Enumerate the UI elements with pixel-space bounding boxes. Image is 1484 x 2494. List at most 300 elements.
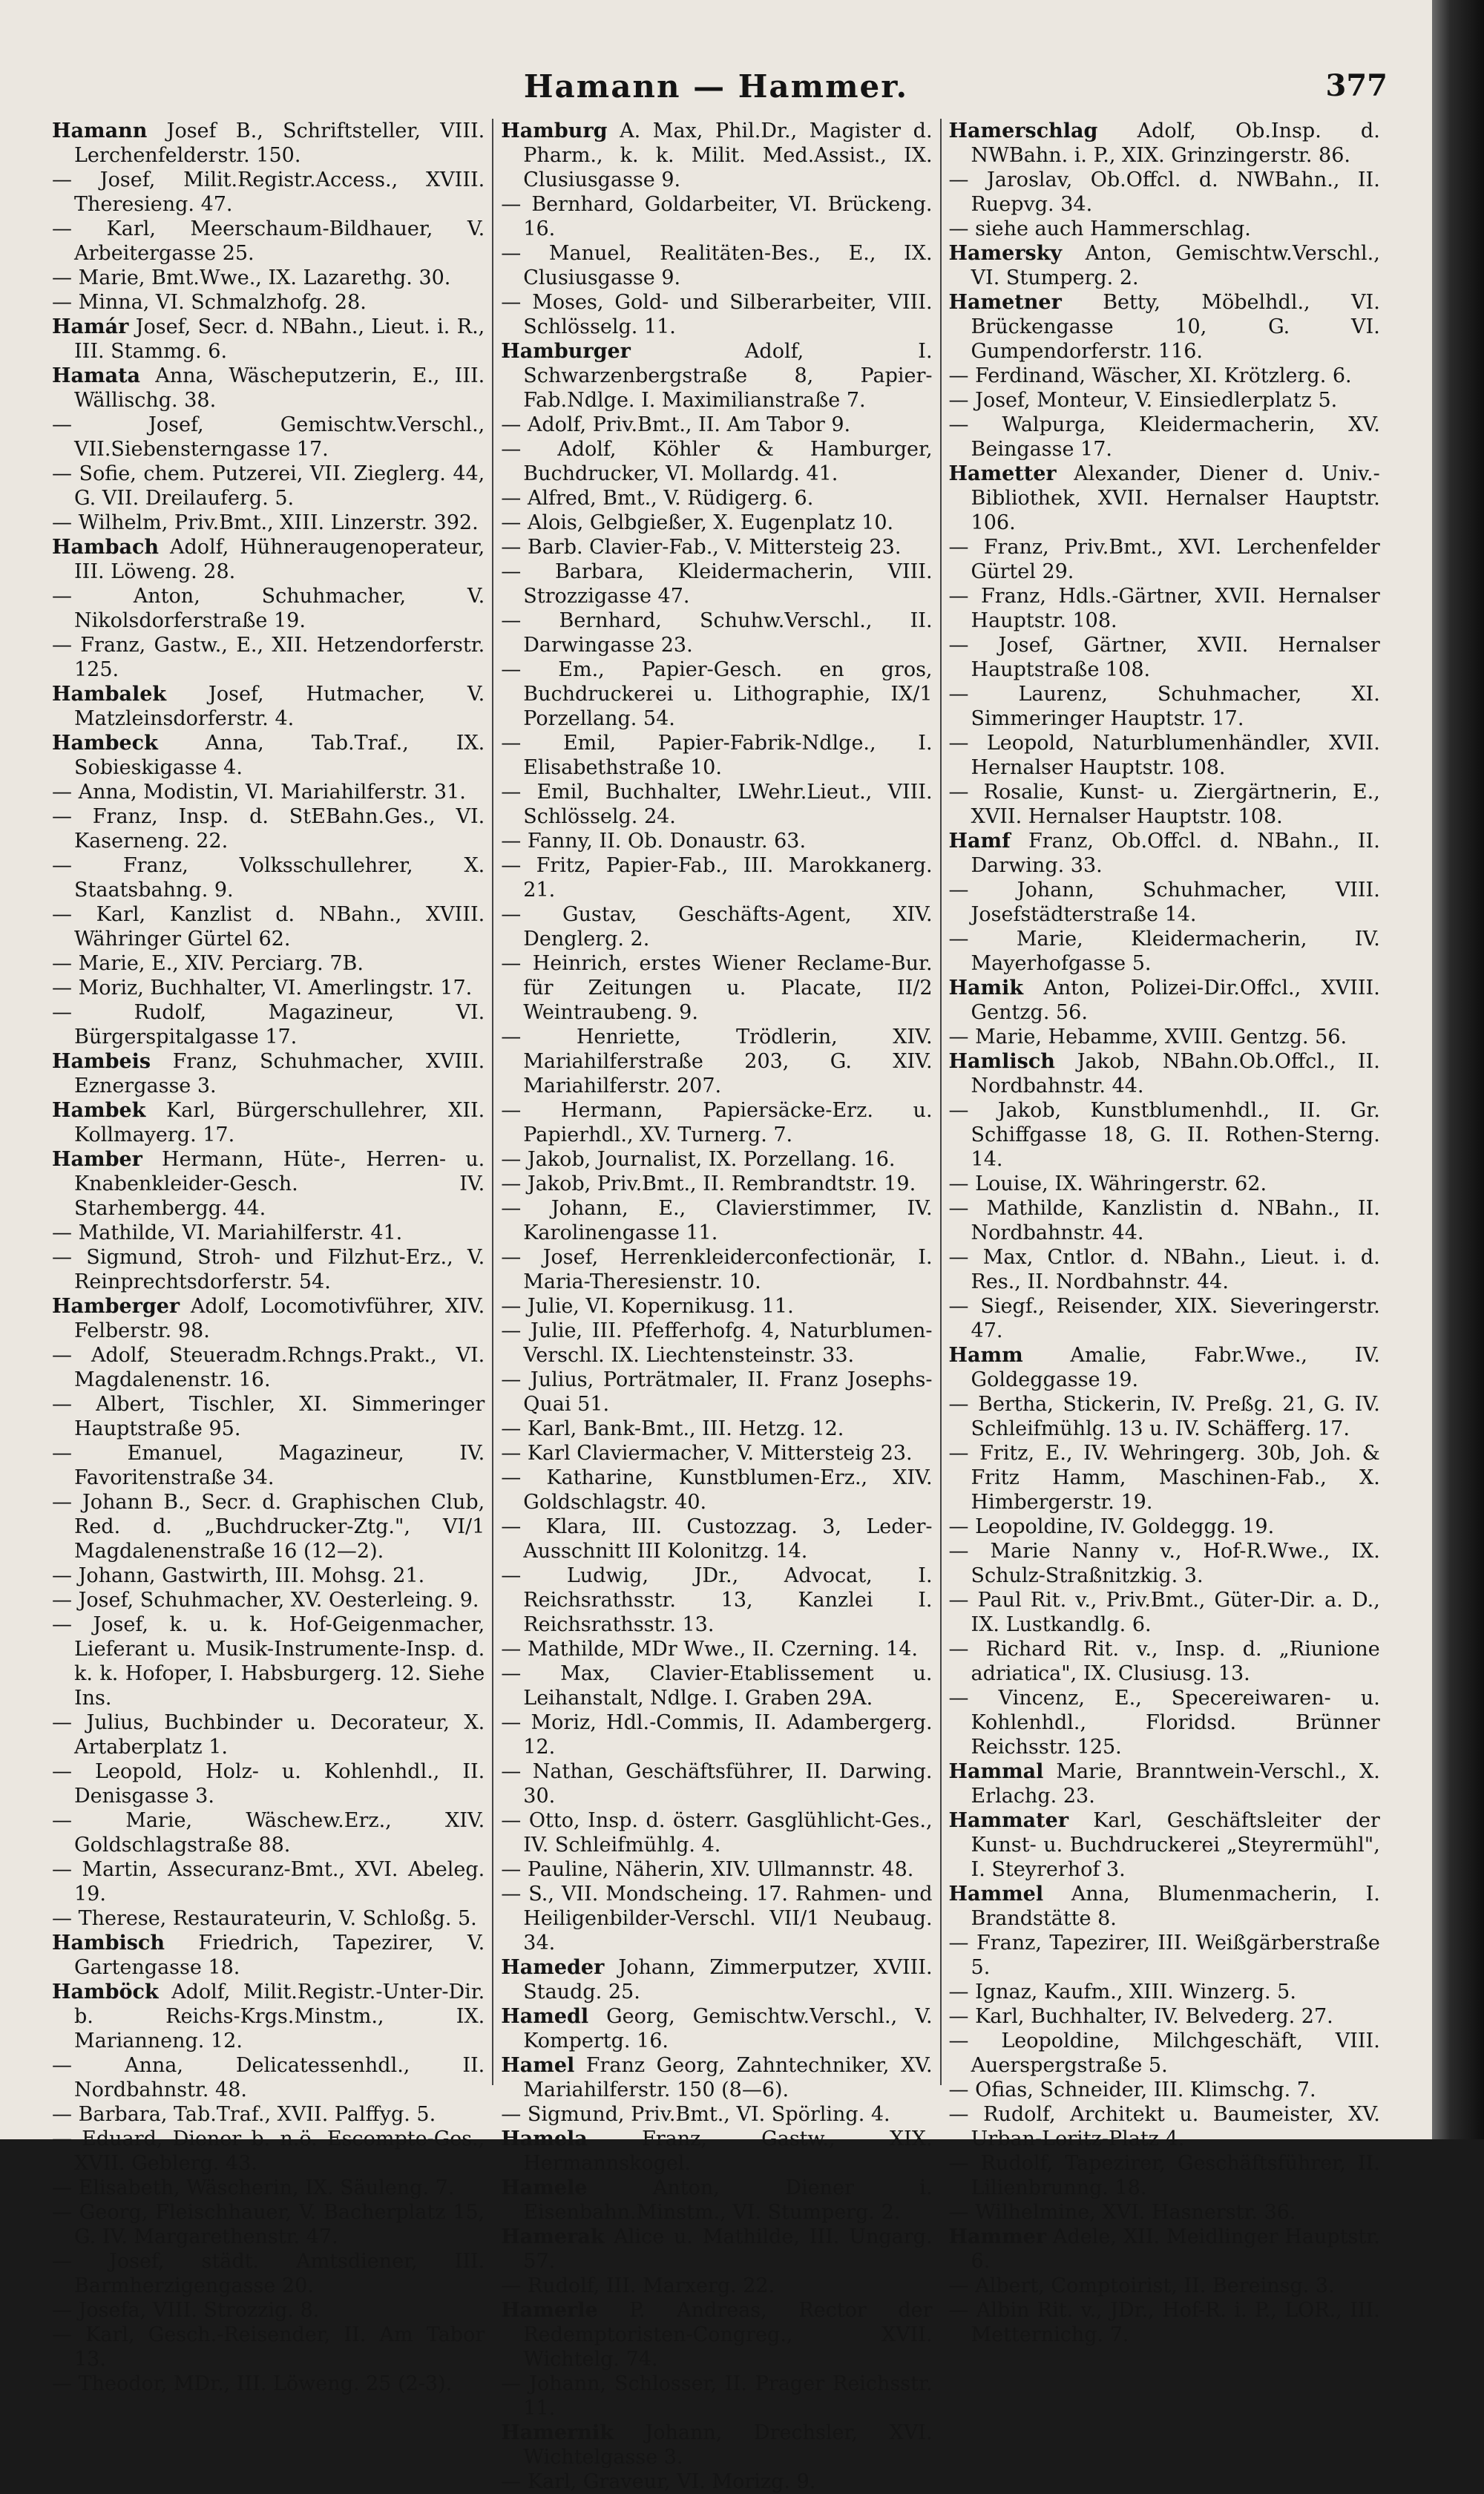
directory-entry xyxy=(52,2298,485,2323)
directory-entry xyxy=(52,1588,485,1612)
directory-entry xyxy=(949,2078,1380,2102)
directory-entry xyxy=(52,584,485,633)
directory-entry xyxy=(949,1098,1380,1172)
directory-entry xyxy=(52,1392,485,1441)
directory-entry xyxy=(949,1539,1380,1588)
directory-entry xyxy=(949,878,1380,927)
entry-headword: Hammater xyxy=(948,1809,1069,1832)
entry-text: — Paul Rit. v., Priv.Bmt., Güter-Dir. a. D., IX. Lustkandlg. 6. xyxy=(948,1589,1380,1636)
entry-text: — Anton, Schuhmacher, V. Nikolsdorferstraße 19. xyxy=(52,585,485,632)
entry-headword: Hamburger xyxy=(501,340,631,363)
entry-text: — Wilhelm, Priv.Bmt., XIII. Linzerstr. 392. xyxy=(52,511,479,534)
entry-text: — Alfred, Bmt., V. Rüdigerg. 6. xyxy=(501,487,814,510)
directory-entry xyxy=(501,1098,932,1147)
directory-entry xyxy=(52,1000,485,1049)
directory-entry xyxy=(52,780,485,804)
directory-entry xyxy=(501,1147,932,1172)
directory-entry xyxy=(949,290,1380,364)
directory-entry xyxy=(949,976,1380,1025)
directory-entry xyxy=(52,1563,485,1588)
entry-headword: Hamata xyxy=(52,364,141,387)
entry-text: — Leopold, Holz- u. Kohlenhdl., II. Denisgasse 3. xyxy=(52,1760,485,1808)
directory-entry xyxy=(949,1515,1380,1539)
entry-headword: Hamann xyxy=(52,119,148,142)
entry-text: — Johann, Schlosser, II. Prager Reichsstr. 11. xyxy=(501,2372,933,2420)
entry-text: — Louise, IX. Währingerstr. 62. xyxy=(948,1172,1267,1195)
directory-entry xyxy=(501,608,932,657)
entry-text: — Josef, Gemischtw.Verschl., VII.Siebensterngasse 17. xyxy=(52,413,485,461)
entry-text: — Emil, Papier-Fabrik-Ndlge., I. Elisabethstraße 10. xyxy=(501,732,933,779)
running-head: Hamann — Hammer. xyxy=(523,68,909,105)
directory-entry xyxy=(949,2274,1380,2298)
directory-entry xyxy=(949,1196,1380,1245)
directory-entry xyxy=(501,731,932,780)
directory-entry xyxy=(52,1612,485,1710)
directory-entry xyxy=(52,462,485,511)
entry-text: — Josef, Schuhmacher, XV. Oesterleing. 9. xyxy=(52,1589,479,1612)
entry-headword: Hamele xyxy=(501,2176,588,2199)
entry-text: — Bernhard, Schuhw.Verschl., II. Darwingasse 23. xyxy=(501,609,933,657)
entry-text: — Moriz, Buchhalter, VI. Amerlingstr. 17. xyxy=(52,977,473,1000)
entry-text: — Franz, Insp. d. StEBahn.Ges., VI. Kaserneng. 22. xyxy=(52,805,485,853)
entry-text: — Franz, Tapezirer, III. Weißgärberstraße 5. xyxy=(948,1932,1380,1979)
entry-text: — Barbara, Kleidermacherin, VIII. Strozzigasse 47. xyxy=(501,560,933,608)
directory-entry xyxy=(52,902,485,951)
entry-text: Franz, Schuhmacher, XVIII. Eznergasse 3. xyxy=(74,1050,485,1097)
directory-entry xyxy=(501,1515,932,1563)
entry-text: Georg, Gemischtw.Verschl., V. Kompertg. 16. xyxy=(523,2005,933,2052)
entry-text: — Adolf, Steueradm.Rchngs.Prakt., VI. Magdalenenstr. 16. xyxy=(52,1344,485,1391)
entry-headword: Hamár xyxy=(52,315,129,338)
entry-text: — Jakob, Kunstblumenhdl., II. Gr. Schiffgasse 18, G. II. Rothen-Sterng. 14. xyxy=(948,1099,1380,1171)
entry-text: — Sigmund, Stroh- und Filzhut-Erz., V. Reinprechtsdorferstr. 54. xyxy=(52,1246,485,1293)
directory-entry xyxy=(949,462,1380,535)
directory-entry xyxy=(501,1882,932,1955)
entry-headword: Hambach xyxy=(52,536,160,559)
directory-entry xyxy=(501,1759,932,1808)
directory-entry xyxy=(501,535,932,559)
directory-entry xyxy=(501,1857,932,1882)
entry-text: — Marie, Kleidermacherin, IV. Mayerhofgasse 5. xyxy=(948,928,1380,975)
entry-text: — Josef, Herrenkleiderconfectionär, I. Maria-Theresienstr. 10. xyxy=(501,1246,933,1293)
entry-text: — Karl, Gesch.-Reisender, II. Am Tabor 13. xyxy=(52,2323,485,2371)
entry-text: — Karl, Buchhalter, IV. Belvederg. 27. xyxy=(948,2005,1333,2028)
directory-entry xyxy=(949,1588,1380,1637)
entry-text: — Rudolf, Architekt u. Baumeister, XV. Urban-Loritz-Platz 4. xyxy=(948,2103,1380,2150)
entry-headword: Hametter xyxy=(948,462,1057,485)
directory-entry xyxy=(501,2274,932,2298)
directory-entry xyxy=(949,1049,1380,1098)
directory-entry xyxy=(949,682,1380,731)
directory-entry xyxy=(52,2323,485,2372)
entry-text: — Max, Cntlor. d. NBahn., Lieut. i. d. Res., II. Nordbahnstr. 44. xyxy=(948,1246,1380,1293)
entry-text: Anton, Polizei-Dir.Offcl., XVIII. Gentzg. 56. xyxy=(971,977,1380,1024)
entry-text: Friedrich, Tapezirer, V. Gartengasse 18. xyxy=(74,1932,485,1979)
entry-text: — Marie Nanny v., Hof-R.Wwe., IX. Schulz-Straßnitzkig. 3. xyxy=(948,1540,1380,1587)
entry-text: — Albert, Tischler, XI. Simmeringer Hauptstraße 95. xyxy=(52,1393,485,1440)
entry-headword: Hammel xyxy=(948,1883,1044,1906)
directory-entry xyxy=(52,1098,485,1147)
entry-text: — Marie, Wäschew.Erz., XIV. Goldschlagstraße 88. xyxy=(52,1809,485,1857)
directory-entry xyxy=(501,2004,932,2053)
directory-entry xyxy=(52,2200,485,2249)
entry-headword: Hamburg xyxy=(501,119,608,142)
entry-text: — Theodor, MDr., III. Löweng. 25 (2-3). xyxy=(52,2372,453,2395)
directory-entry xyxy=(501,339,932,413)
entry-headword: Hamlisch xyxy=(948,1050,1055,1073)
entry-text: — Vincenz, E., Specereiwaren- u. Kohlenhdl., Floridsd. Brünner Reichsstr. 125. xyxy=(948,1687,1380,1759)
directory-entry xyxy=(52,682,485,731)
directory-entry xyxy=(501,1294,932,1319)
entry-text: Anton, Gemischtw.Verschl., VI. Stumperg. 2. xyxy=(971,242,1380,289)
entry-text: — Anna, Modistin, VI. Mariahilferstr. 31. xyxy=(52,781,466,804)
directory-entry xyxy=(949,2102,1380,2151)
entry-text: — Moriz, Hdl.-Commis, II. Adambergerg. 12. xyxy=(501,1711,933,1759)
entry-text: — Karl, Kanzlist d. NBahn., XVIII. Währinger Gürtel 62. xyxy=(52,903,485,951)
entry-text: — Josef, Monteur, V. Einsiedlerplatz 5. xyxy=(948,389,1338,412)
entry-text: — Hermann, Papiersäcke-Erz. u. Papierhdl., XV. Turnerg. 7. xyxy=(501,1099,933,1146)
directory-entry xyxy=(52,2249,485,2298)
entry-text: Franz, Ob.Offcl. d. NBahn., II. Darwing. 33. xyxy=(971,830,1380,877)
directory-entry xyxy=(949,2004,1380,2029)
entry-text: Anna, Tab.Traf., IX. Sobieskigasse 4. xyxy=(74,732,485,779)
entry-headword: Hamerschlag xyxy=(948,119,1098,142)
directory-entry xyxy=(949,1172,1380,1196)
entry-headword: Hambeck xyxy=(52,732,158,755)
directory-entry xyxy=(501,1637,932,1661)
directory-entry xyxy=(949,2298,1380,2347)
directory-entry xyxy=(52,1441,485,1490)
directory-entry xyxy=(52,1221,485,1245)
entry-text: — Josef, Milit.Registr.Access., XVIII. Theresieng. 47. xyxy=(52,168,485,216)
directory-entry xyxy=(949,1637,1380,1686)
entry-text: — Moses, Gold- und Silberarbeiter, VIII. Schlösselg. 11. xyxy=(501,291,933,338)
entry-text: — Jaroslav, Ob.Offcl. d. NWBahn., II. Ruepvg. 34. xyxy=(948,168,1380,216)
directory-entry xyxy=(52,2372,485,2396)
directory-entry xyxy=(52,731,485,780)
directory-entry xyxy=(501,1196,932,1245)
directory-entry xyxy=(501,2372,932,2421)
directory-entry xyxy=(52,413,485,462)
directory-entry xyxy=(949,1392,1380,1441)
entry-text: — Laurenz, Schuhmacher, XI. Simmeringer Hauptstr. 17. xyxy=(948,683,1380,730)
entry-text: — Sigmund, Priv.Bmt., VI. Spörling. 4. xyxy=(501,2103,890,2126)
entry-text: — siehe auch Hammerschlag. xyxy=(948,217,1251,240)
entry-text: — Adolf, Köhler & Hamburger, Buchdrucker, VI. Mollardg. 41. xyxy=(501,438,933,485)
directory-entry xyxy=(501,1661,932,1710)
directory-entry xyxy=(52,535,485,584)
entry-text: — Emil, Buchhalter, LWehr.Lieut., VIII. Schlösselg. 24. xyxy=(501,781,933,828)
entry-text: — Johann, Schuhmacher, VIII. Josefstädterstraße 14. xyxy=(948,879,1380,926)
directory-entry xyxy=(501,192,932,241)
entry-text: — Minna, VI. Schmalzhofg. 28. xyxy=(52,291,367,314)
entry-text: Alexander, Diener d. Univ.-Bibliothek, XVII. Hernalser Hauptstr. 106. xyxy=(971,462,1380,534)
entry-text: Johann, Zimmerputzer, XVIII. Staudg. 25. xyxy=(523,1956,933,2004)
directory-entry xyxy=(52,1245,485,1294)
directory-entry xyxy=(949,2151,1380,2200)
entry-headword: Hambek xyxy=(52,1099,146,1122)
entry-text: — Johann, E., Clavierstimmer, IV. Karolinengasse 11. xyxy=(501,1197,933,1244)
entry-text: Karl, Bürgerschullehrer, XII. Kollmayerg. 17. xyxy=(74,1099,485,1146)
entry-text: — Em., Papier-Gesch. en gros, Buchdruckerei u. Lithographie, IX/1 Porzellang. 54. xyxy=(501,658,933,730)
directory-entry xyxy=(501,511,932,535)
directory-entry xyxy=(949,1441,1380,1515)
directory-entry xyxy=(52,2176,485,2200)
entry-text: — Josefa, VIII. Strozzig. 8. xyxy=(52,2299,320,2322)
directory-entry xyxy=(949,1343,1380,1392)
directory-entry xyxy=(501,486,932,511)
entry-text: Franz, Gastw., XIX. Hermannskogel. xyxy=(523,2127,933,2175)
entry-headword: Hambeis xyxy=(52,1050,151,1073)
directory-entry xyxy=(949,119,1380,168)
entry-text: Adele, XII. Meidlinger Hauptstr. 6. xyxy=(971,2225,1380,2273)
column-left xyxy=(45,119,492,2395)
entry-text: — Manuel, Realitäten-Bes., E., IX. Clusiusgasse 9. xyxy=(501,242,933,289)
directory-entry xyxy=(949,1808,1380,1882)
directory-entry xyxy=(52,1294,485,1343)
directory-entry xyxy=(949,1025,1380,1049)
entry-text: — Julie, VI. Kopernikusg. 11. xyxy=(501,1295,794,1318)
directory-entry xyxy=(52,266,485,290)
scan-edge xyxy=(1432,0,1484,2139)
directory-entry xyxy=(949,1294,1380,1343)
entry-text: — Jakob, Journalist, IX. Porzellang. 16. xyxy=(501,1148,896,1171)
entry-text: — Mathilde, VI. Mariahilferstr. 41. xyxy=(52,1221,403,1244)
directory-entry xyxy=(501,853,932,902)
entry-text: — Barb. Clavier-Fab., V. Mittersteig 23. xyxy=(501,536,902,559)
column-right xyxy=(940,119,1388,2346)
directory-entry xyxy=(949,1931,1380,1980)
directory-entry xyxy=(501,829,932,853)
entry-text: — Ignaz, Kaufm., XIII. Winzerg. 5. xyxy=(948,1981,1296,2004)
directory-entry xyxy=(501,119,932,192)
directory-entry xyxy=(52,853,485,902)
entry-text: — Richard Rit. v., Insp. d. „Riunione adriatica", IX. Clusiusg. 13. xyxy=(948,1638,1380,1685)
directory-entry xyxy=(949,168,1380,217)
directory-entry xyxy=(501,2225,932,2274)
entry-text: — Sofie, chem. Putzerei, VII. Zieglerg. 44, G. VII. Dreilauferg. 5. xyxy=(52,462,485,510)
directory-entry xyxy=(501,413,932,437)
directory-entry xyxy=(949,1759,1380,1808)
entry-headword: Hamedl xyxy=(501,2005,589,2028)
entry-text: Josef, Secr. d. NBahn., Lieut. i. R., III. Stammg. 6. xyxy=(74,315,485,363)
entry-text: — Marie, Bmt.Wwe., IX. Lazarethg. 30. xyxy=(52,266,451,289)
directory-entry xyxy=(52,315,485,364)
entry-headword: Hamernik xyxy=(501,2421,614,2444)
entry-headword: Hamf xyxy=(948,830,1011,853)
directory-entry xyxy=(949,1882,1380,1931)
entry-text: — Franz, Gastw., E., XII. Hetzendorferstr. 125. xyxy=(52,634,485,681)
entry-text: — Franz, Hdls.-Gärtner, XVII. Hernalser Hauptstr. 108. xyxy=(948,585,1380,632)
entry-text: — Jakob, Priv.Bmt., II. Rembrandtstr. 19. xyxy=(501,1172,916,1195)
directory-entry xyxy=(501,1172,932,1196)
entry-text: Alice u. Mathilde, III. Ungarg. 57. xyxy=(523,2225,933,2273)
entry-text: — Julie, III. Pfefferhofg. 4, Naturblumen-Verschl. IX. Liechtensteinstr. 33. xyxy=(501,1319,933,1367)
entry-text: — Rosalie, Kunst- u. Ziergärtnerin, E., XVII. Hernalser Hauptstr. 108. xyxy=(948,781,1380,828)
page-header xyxy=(45,68,1388,113)
directory-entry xyxy=(52,2127,485,2176)
entry-text: — Julius, Porträtmaler, II. Franz Josephs-Quai 51. xyxy=(501,1368,933,1416)
directory-entry xyxy=(52,217,485,266)
entry-text: Anton, Diener i. Eisenbahn.Minstm., VI. Stumperg. 2. xyxy=(523,2176,933,2224)
entry-text: — Leopoldine, IV. Goldeggg. 19. xyxy=(948,1515,1275,1538)
entry-text: — Josef, k. u. k. Hof-Geigenmacher, Lieferant u. Musik-Instrumente-Insp. d. k. k. Hofoper, I. Habsburgerg. 12. Siehe Ins. xyxy=(52,1613,485,1710)
directory-entry xyxy=(501,951,932,1025)
entry-text: — Pauline, Näherin, XIV. Ullmannstr. 48. xyxy=(501,1858,914,1881)
entry-headword: Hamersky xyxy=(948,242,1063,265)
directory-entry xyxy=(949,633,1380,682)
entry-text: — Bernhard, Goldarbeiter, VI. Brückeng. 16. xyxy=(501,193,933,240)
directory-entry xyxy=(949,241,1380,290)
entry-text: Adolf, Milit.Registr.-Unter-Dir. b. Reichs-Krgs.Minstm., IX. Marianneng. 12. xyxy=(74,1981,485,2052)
directory-entry xyxy=(949,829,1380,878)
entry-text: — Fritz, E., IV. Wehringerg. 30b, Joh. & Fritz Hamm, Maschinen-Fab., X. Himbergerstr. 19. xyxy=(948,1442,1380,1514)
directory-entry xyxy=(52,1049,485,1098)
directory-entry xyxy=(52,1490,485,1563)
directory-entry xyxy=(52,2102,485,2127)
entry-text: — Mathilde, Kanzlistin d. NBahn., II. Nordbahnstr. 44. xyxy=(948,1197,1380,1244)
column-middle xyxy=(492,119,939,2493)
entry-text: — Bertha, Stickerin, IV. Preßg. 21, G. IV. Schleifmühlg. 13 u. IV. Schäfferg. 17. xyxy=(948,1393,1380,1440)
directory-entry xyxy=(501,241,932,290)
entry-text: Jakob, NBahn.Ob.Offcl., II. Nordbahnstr. 44. xyxy=(971,1050,1380,1097)
directory-entry xyxy=(501,2127,932,2176)
entry-text: — Karl Claviermacher, V. Mittersteig 23. xyxy=(501,1442,913,1465)
entry-text: Betty, Möbelhdl., VI. Brückengasse 10, G. VI. Gumpendorferstr. 116. xyxy=(971,291,1380,363)
directory-entry xyxy=(949,731,1380,780)
entry-text: — Leopoldine, Milchgeschäft, VIII. Auerspergstraße 5. xyxy=(948,2029,1380,2077)
directory-entry xyxy=(52,2053,485,2102)
entry-text: — Ofias, Schneider, III. Klimschg. 7. xyxy=(948,2078,1316,2101)
entry-text: P. Andreas, Rector der Redemptoristen-Congreg., XVII. Wichtelg. 74. xyxy=(523,2299,933,2371)
entry-text: — Franz, Volksschullehrer, X. Staatsbahng. 9. xyxy=(52,854,485,902)
entry-text: Adolf, Hühneraugenoperateur, III. Löweng. 28. xyxy=(74,536,485,583)
entry-headword: Hamber xyxy=(52,1148,142,1171)
entry-headword: Hamm xyxy=(948,1344,1023,1367)
entry-text: — Adolf, Priv.Bmt., II. Am Tabor 9. xyxy=(501,413,851,436)
directory-entry xyxy=(52,1759,485,1808)
entry-text: — Fanny, II. Ob. Donaustr. 63. xyxy=(501,830,807,853)
directory-entry xyxy=(52,1808,485,1857)
entry-text: Anna, Wäscheputzerin, E., III. Wällischg. 38. xyxy=(74,364,485,412)
entry-text: — Henriette, Trödlerin, XIV. Mariahilferstraße 203, G. XIV. Mariahilferstr. 207. xyxy=(501,1026,933,1097)
entry-text: Hermann, Hüte-, Herren- u. Knabenkleider-Gesch. IV. Starhembergg. 44. xyxy=(74,1148,485,1220)
directory-entry xyxy=(501,2470,932,2494)
directory-entry xyxy=(52,511,485,535)
entry-headword: Hamerak xyxy=(501,2225,605,2248)
directory-entry xyxy=(501,1563,932,1637)
directory-entry xyxy=(52,1857,485,1906)
entry-text: Anna, Blumenmacherin, I. Brandstätte 8. xyxy=(971,1883,1380,1930)
directory-entry xyxy=(52,1980,485,2053)
directory-entry xyxy=(949,364,1380,388)
directory-entry xyxy=(52,168,485,217)
entry-headword: Hambisch xyxy=(52,1932,165,1955)
entry-text: — Siegf., Reisender, XIX. Sieveringerstr. 47. xyxy=(948,1295,1380,1342)
entry-text: Johann, Drechsler, XVI. Wichtelgasse 3. xyxy=(523,2421,933,2469)
directory-entry xyxy=(52,119,485,168)
entry-text: — Franz, Priv.Bmt., XVI. Lerchenfelder Gürtel 29. xyxy=(948,536,1380,583)
entry-text: — Leopold, Naturblumenhändler, XVII. Hernalser Hauptstr. 108. xyxy=(948,732,1380,779)
directory-entry xyxy=(52,804,485,853)
entry-text: — Josef, Gärtner, XVII. Hernalser Hauptstraße 108. xyxy=(948,634,1380,681)
directory-entry xyxy=(52,290,485,315)
directory-entry xyxy=(501,780,932,829)
directory-entry xyxy=(52,364,485,413)
entry-text: — Therese, Restaurateurin, V. Schloßg. 5. xyxy=(52,1907,477,1930)
entry-text: Adolf, Locomotivführer, XIV. Felberstr. 98. xyxy=(74,1295,485,1342)
directory-entry xyxy=(501,902,932,951)
entry-text: — Gustav, Geschäfts-Agent, XIV. Denglerg. 2. xyxy=(501,903,933,951)
entry-text: — Klara, III. Custozzag. 3, Leder-Ausschnitt III Kolonitzg. 14. xyxy=(501,1515,933,1563)
directory-entry xyxy=(52,1906,485,1931)
entry-text: — Karl, Meerschaum-Bildhauer, V. Arbeitergasse 25. xyxy=(52,217,485,265)
entry-text: — Nathan, Geschäftsführer, II. Darwing. 30. xyxy=(501,1760,933,1808)
entry-text: — Rudolf, Tapezirer, Geschäftsführer, II. Lilienbrunng. 18. xyxy=(948,2152,1380,2199)
entry-text: — Elisabeth, Wäscherin, IX. Säuleng. 7. xyxy=(52,2176,455,2199)
entry-text: — Alois, Gelbgießer, X. Eugenplatz 10. xyxy=(501,511,894,534)
directory-entry xyxy=(501,1955,932,2004)
directory-entry xyxy=(949,217,1380,241)
directory-entry xyxy=(52,1343,485,1392)
entry-headword: Hamböck xyxy=(52,1981,159,2004)
entry-text: — Max, Clavier-Etablissement u. Leihanstalt, Ndlge. I. Graben 29A. xyxy=(501,1662,933,1710)
directory-entry xyxy=(949,2029,1380,2078)
entry-text: — Martin, Assecuranz-Bmt., XVI. Abeleg. 19. xyxy=(52,1858,485,1906)
entry-headword: Hametner xyxy=(948,291,1062,314)
entry-headword: Hammal xyxy=(948,1760,1044,1783)
directory-entry xyxy=(501,2176,932,2225)
entry-text: — Johann, Gastwirth, III. Mohsg. 21. xyxy=(52,1564,425,1587)
directory-entry xyxy=(949,413,1380,462)
directory-entry xyxy=(501,1808,932,1857)
entry-text: — Johann B., Secr. d. Graphischen Club, Red. d. „Buchdrucker-Ztg.", VI/1 Magdalenenstraße 16 (12—2). xyxy=(52,1491,485,1563)
entry-text: — Fritz, Papier-Fab., III. Marokkanerg. 21. xyxy=(501,854,933,902)
entry-headword: Hamerle xyxy=(501,2299,598,2322)
directory-entry xyxy=(501,1245,932,1294)
directory-entry xyxy=(501,1710,932,1759)
directory-entry xyxy=(501,1441,932,1466)
directory-entry xyxy=(949,535,1380,584)
entry-text: Josef, Hutmacher, V. Matzleinsdorferstr. 4. xyxy=(74,683,485,730)
entry-text: — Julius, Buchbinder u. Decorateur, X. Artaberplatz 1. xyxy=(52,1711,485,1759)
entry-text: Adolf, I. Schwarzenbergstraße 8, Papier-Fab.Ndlge. I. Maximilianstraße 7. xyxy=(523,340,933,412)
entry-text: — Karl, Graveur, VI. Morizg. 9. xyxy=(501,2470,816,2493)
entry-text: — Marie, Hebamme, XVIII. Gentzg. 56. xyxy=(948,1026,1347,1049)
entry-text: — Heinrich, erstes Wiener Reclame-Bur. für Zeitungen u. Placate, II/2 Weintraubeng. 9. xyxy=(501,952,933,1024)
entry-text: — Rudolf, III. Marxerg. 22. xyxy=(501,2274,775,2297)
directory-entry xyxy=(52,633,485,682)
entry-text: — Barbara, Tab.Traf., XVII. Palffyg. 5. xyxy=(52,2103,436,2126)
directory-entry xyxy=(501,437,932,486)
directory-entry xyxy=(52,1710,485,1759)
entry-text: Karl, Geschäftsleiter der Kunst- u. Buchdruckerei „Steyrermühl", I. Steyrerhof 3. xyxy=(971,1809,1380,1881)
entry-text: — Georg, Fleischhauer, V. Bacherplatz 15, G. IV. Margarethenstr. 47. xyxy=(52,2201,485,2248)
entry-text: — Marie, E., XIV. Perciarg. 7B. xyxy=(52,952,364,975)
entry-text: Marie, Branntwein-Verschl., X. Erlachg. 23. xyxy=(971,1760,1380,1808)
entry-text: — Ferdinand, Wäscher, XI. Krötzlerg. 6. xyxy=(948,364,1352,387)
directory-entry xyxy=(501,1466,932,1515)
directory-entry xyxy=(949,927,1380,976)
directory-entry xyxy=(949,584,1380,633)
directory-entry xyxy=(501,2102,932,2127)
entry-text: — Otto, Insp. d. österr. Gasglühlicht-Ges., IV. Schleifmühlg. 4. xyxy=(501,1809,933,1857)
directory-entry xyxy=(949,780,1380,829)
directory-entry xyxy=(949,388,1380,413)
directory-entry xyxy=(501,559,932,608)
entry-text: — Katharine, Kunstblumen-Erz., XIV. Goldschlagstr. 40. xyxy=(501,1466,933,1514)
directory-entry xyxy=(949,1686,1380,1759)
